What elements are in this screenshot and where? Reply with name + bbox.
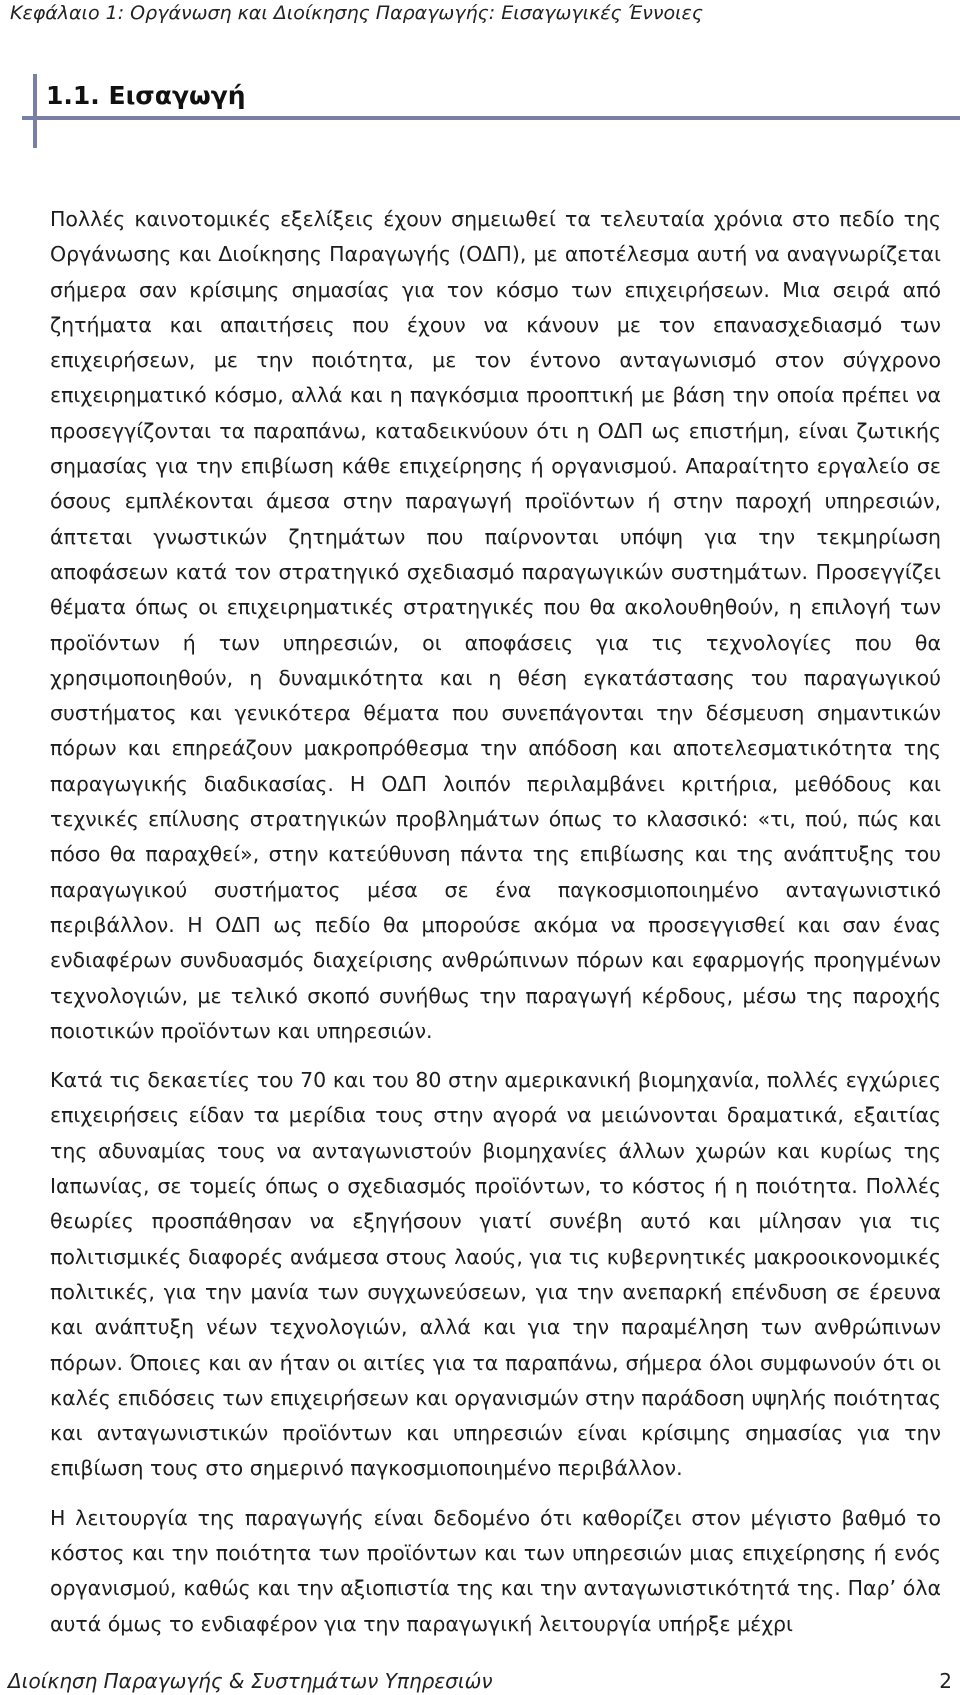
page-number: 2 bbox=[939, 1669, 952, 1693]
footer-book-title: Διοίκηση Παραγωγής & Συστημάτων Υπηρεσιών bbox=[8, 1669, 493, 1693]
body-text bbox=[50, 202, 941, 1656]
heading-horizontal-rule bbox=[22, 116, 960, 120]
section-title: 1.1. Εισαγωγή bbox=[46, 81, 246, 110]
running-header: Κεφάλαιο 1: Οργάνωση και Διοίκησης Παραγωγής: Εισαγωγικές Έννοιες bbox=[10, 2, 703, 24]
paragraph-2: Κατά τις δεκαετίες του 70 και του 80 στην αμερικανική βιομηχανία, πολλές εγχώριες επιχειρήσεις είδαν τα μερίδια τους στην αγορά να μειώνονται δραματικά, εξαιτίας της αδυναμίας τους να ανταγωνιστούν βιομηχανίες άλλων χωρών και κυρίως της Ιαπωνίας, σε τομείς όπως ο σχεδιασμός προϊόντων, το κόστος ή η ποιότητα. Πολλές θεωρίες προσπάθησαν να εξηγήσουν γιατί συνέβη αυτό και μίλησαν για τις πολιτισμικές διαφορές ανάμεσα στους λαούς, για τις κυβερνητικές μακροοικονομικές πολιτικές, για την μανία των συγχωνεύσεων, για την ανεπαρκή επένδυση σε έρευνα και ανάπτυξη νέων τεχνολογιών, αλλά και για την παραμέληση των ανθρώπινων πόρων. Όποιες και αν ήταν οι αιτίες για τα παραπάνω, σήμερα όλοι συμφωνούν ότι οι καλές επιδόσεις των επιχειρήσεων και οργανισμών στην παράδοση υψηλής ποιότητας και ανταγωνιστικών προϊόντων και υπηρεσιών είναι κρίσιμης σημασίας για την επιβίωση τους στο σημερινό παγκοσμιοποιημένο περιβάλλον. bbox=[50, 1068, 941, 1481]
paragraph-3: Η λειτουργία της παραγωγής είναι δεδομένο ότι καθορίζει στον μέγιστο βαθμό το κόστος και την ποιότητα των προϊόντων και των υπηρεσιών μιας επιχείρησης ή ενός οργανισμού, καθώς και την αξιοπιστία της και την ανταγωνιστικότητά της. Παρ’ όλα αυτά όμως το ενδιαφέρον για την παραγωγική λειτουργία υπήρξε μέχρι bbox=[50, 1505, 941, 1636]
paragraph-1: Πολλές καινοτομικές εξελίξεις έχουν σημειωθεί τα τελευταία χρόνια στο πεδίο της Οργάνωσης και Διοίκησης Παραγωγής (ΟΔΠ), με αποτέλεσμα αυτή να αναγνωρίζεται σήμερα σαν κρίσιμης σημασίας για τον κόσμο των επιχειρήσεων. Μια σειρά από ζητήματα και απαιτήσεις που έχουν να κάνουν με τον επανασχεδιασμό των επιχειρήσεων, με την ποιότητα, με τον έντονο ανταγωνισμό στον σύγχρονο επιχειρηματικό κόσμο, αλλά και η παγκόσμια προοπτική με βάση την οποία πρέπει να προσεγγίζονται τα παραπάνω, καταδεικνύουν ότι η ΟΔΠ ως επιστήμη, είναι ζωτικής σημασίας για την επιβίωση κάθε επιχείρησης ή οργανισμού. Απαραίτητο εργαλείο σε όσους εμπλέκονται άμεσα στην παραγωγή προϊόντων ή στην παροχή υπηρεσιών, άπτεται γνωστικών ζητημάτων που παίρνονται υπόψη για την τεκμηρίωση αποφάσεων κατά τον στρατηγικό σχεδιασμό παραγωγικών συστημάτων. Προσεγγίζει θέματα όπως οι επιχειρηματικές στρατηγικές που θα ακολουθηθούν, η επιλογή των προϊόντων ή των υπηρεσιών, οι αποφάσεις για τις τεχνολογίες που θα χρησιμοποιηθούν, η δυναμικότητα και η θέση εγκατάστασης του παραγωγικού συστήματος και γενικότερα θέματα που συνεπάγονται την δέσμευση σημαντικών πόρων και επηρεάζουν μακροπρόθεσμα την απόδοση και αποτελεσματικότητα της παραγωγικής διαδικασίας. Η ΟΔΠ λοιπόν περιλαμβάνει κριτήρια, μεθόδους και τεχνικές επίλυσης στρατηγικών προβλημάτων όπως το κλασσικό: «τι, πού, πώς και πόσο θα παραχθεί», στην κατεύθυνση πάντα της επιβίωσης και της ανάπτυξης του παραγωγικού συστήματος μέσα σε ένα παγκοσμιοποιημένο ανταγωνιστικό περιβάλλον. Η ΟΔΠ ως πεδίο θα μπορούσε ακόμα να προσεγγισθεί και σαν ένας ενδιαφέρων συνδυασμός διαχείρισης ανθρώπινων πόρων και εφαρμογής προηγμένων τεχνολογιών, με τελικό σκοπό συνήθως την παραγωγή κέρδους, μέσω της παροχής ποιοτικών προϊόντων και υπηρεσιών. bbox=[50, 207, 941, 1043]
heading-vertical-rule bbox=[33, 74, 37, 148]
